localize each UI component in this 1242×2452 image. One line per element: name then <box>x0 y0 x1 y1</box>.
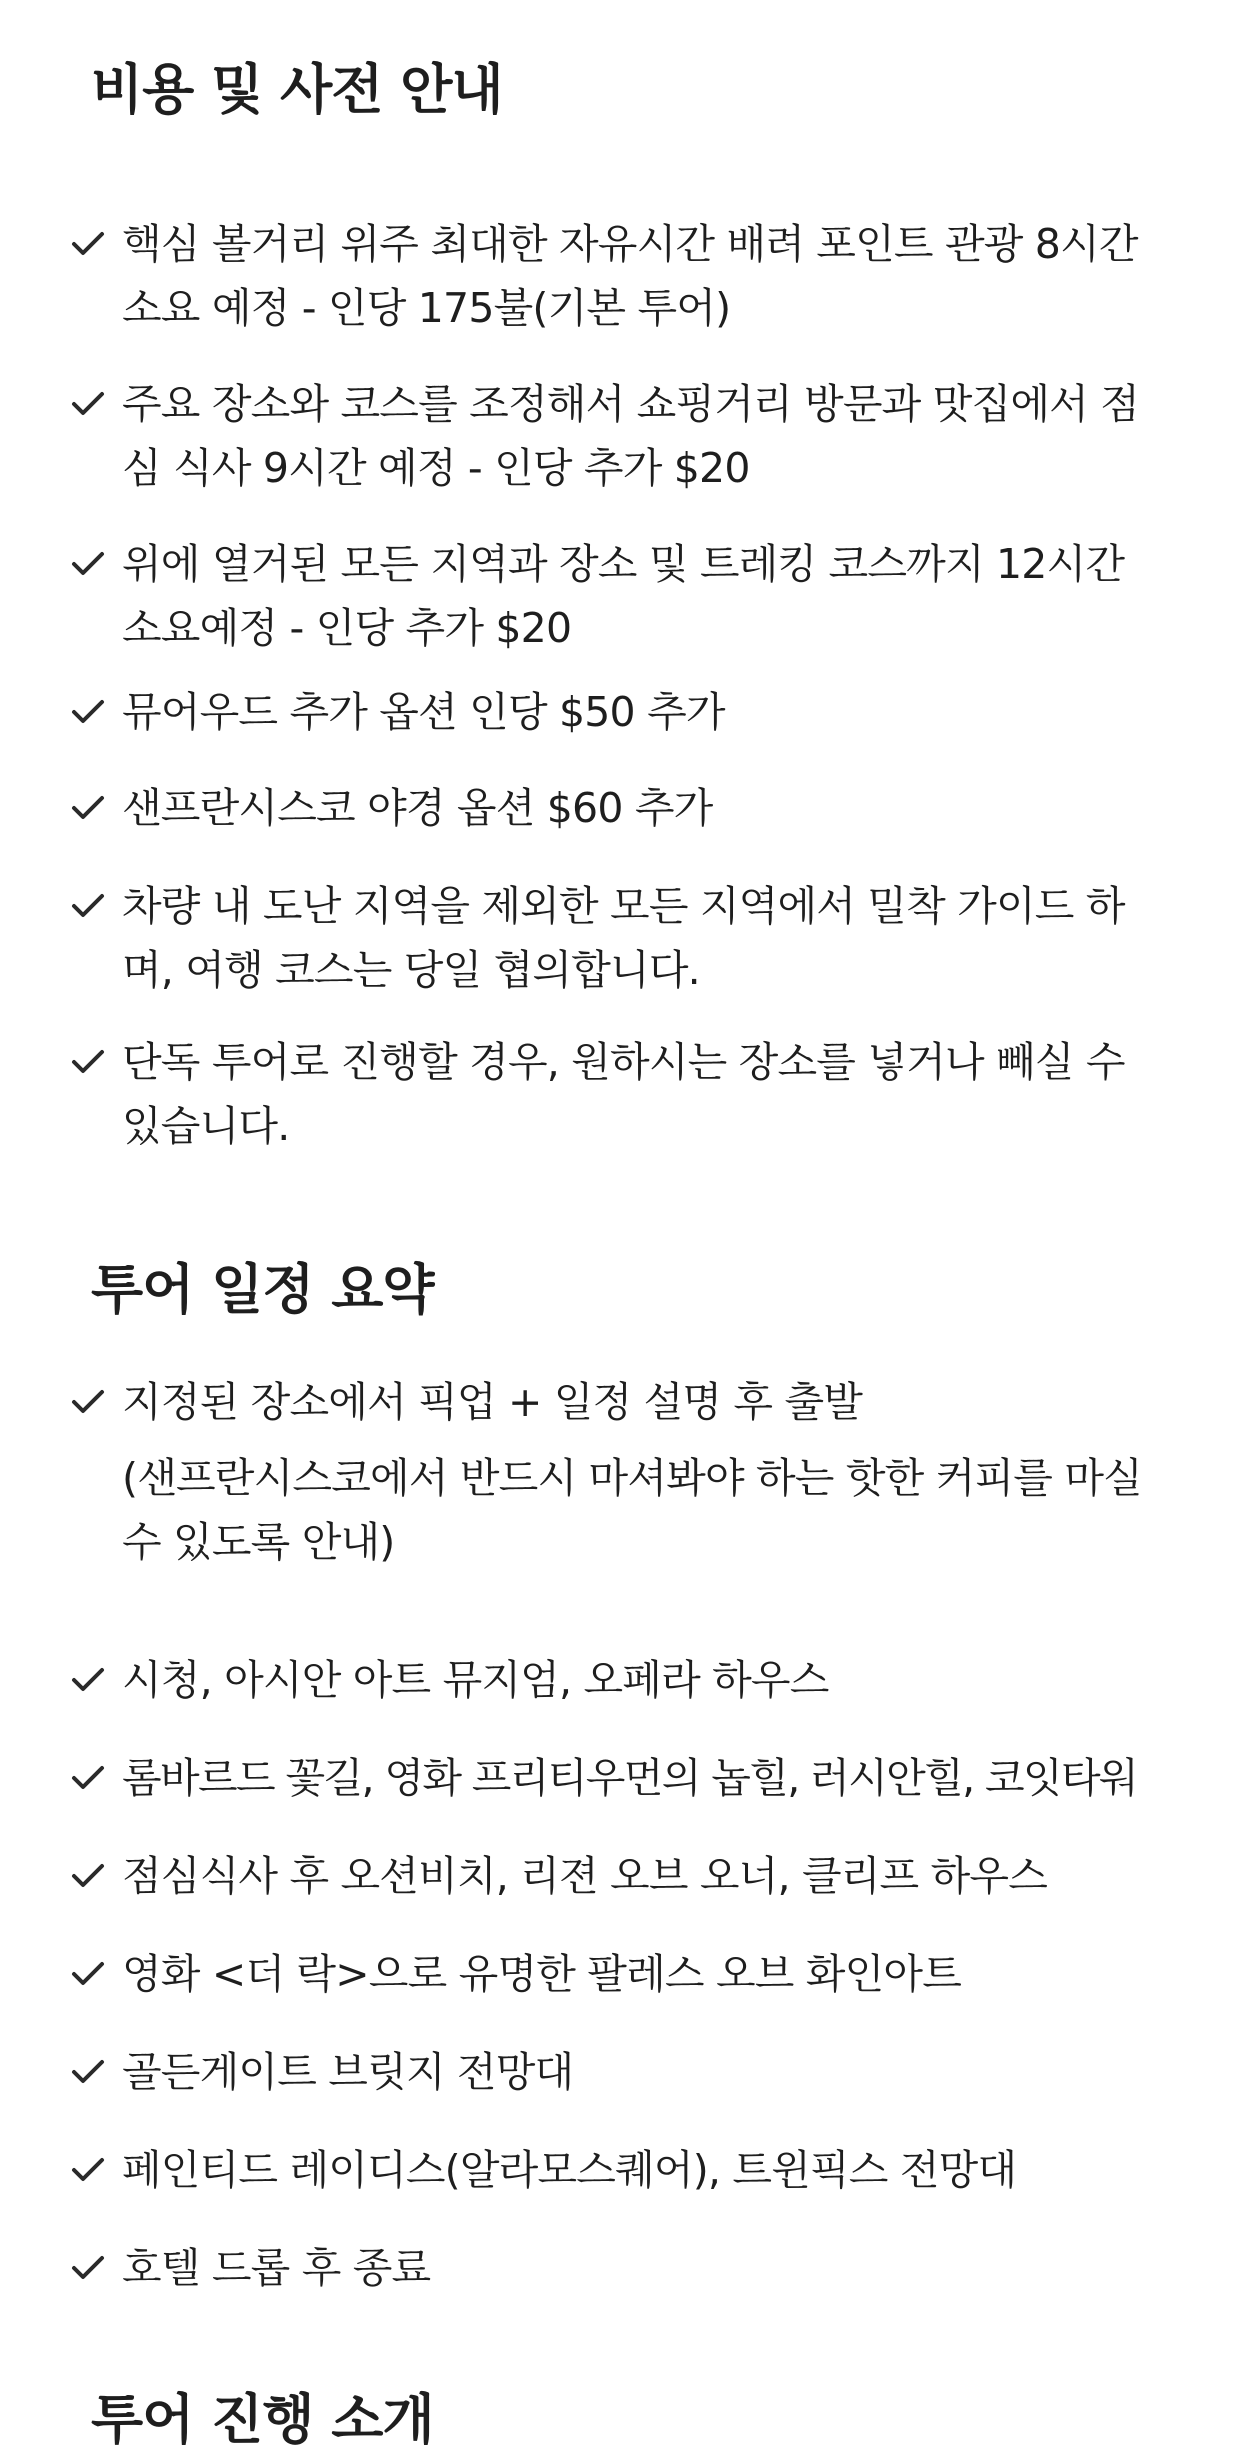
cost-item-line: 위에 열거된 모든 지역과 장소 및 트레킹 코스까지 12시간 <box>122 540 1125 588</box>
cost-item-text <box>122 776 1142 840</box>
cost-item-text <box>122 372 1142 500</box>
check-icon <box>70 1665 106 1695</box>
summary-item-line: 호텔 드롭 후 종료 <box>122 2244 431 2292</box>
cost-item-line: 며, 여행 코스는 당일 협의합니다. <box>122 946 700 994</box>
summary-item-line: 영화 <더 락>으로 유명한 팔레스 오브 화인아트 <box>122 1950 962 1998</box>
cost-section-title: 비용 및 사전 안내 <box>91 58 503 121</box>
check-icon <box>70 2253 106 2283</box>
summary-item-text <box>122 1746 1142 1810</box>
cost-item-line: 소요예정 - 인당 추가 $20 <box>122 604 572 652</box>
summary-note-line: (샌프란시스코에서 반드시 마셔봐야 하는 핫한 커피를 마실 <box>122 1454 1142 1502</box>
check-icon <box>70 1959 106 1989</box>
check-icon <box>70 793 106 823</box>
cost-item-line: 핵심 볼거리 위주 최대한 자유시간 배려 포인트 관광 8시간 <box>122 220 1138 268</box>
summary-item-note <box>122 1446 1142 1574</box>
check-icon <box>70 2155 106 2185</box>
cost-item-line: 단독 투어로 진행할 경우, 원하시는 장소를 넣거나 빼실 수 <box>122 1038 1125 1086</box>
summary-item-text <box>122 1370 1142 1434</box>
summary-item-text <box>122 2138 1142 2202</box>
cost-item-line: 샌프란시스코 야경 옵션 $60 추가 <box>122 784 713 832</box>
check-icon <box>70 229 106 259</box>
check-icon <box>70 697 106 727</box>
cost-item-line: 차량 내 도난 지역을 제외한 모든 지역에서 밀착 가이드 하 <box>122 882 1125 930</box>
next-section-title: 투어 진행 소개 <box>91 2388 434 2451</box>
check-icon <box>70 389 106 419</box>
cost-item-line: 뮤어우드 추가 옵션 인당 $50 추가 <box>122 688 725 736</box>
summary-item-text <box>122 1942 1142 2006</box>
summary-section-title: 투어 일정 요약 <box>91 1258 434 1321</box>
summary-item-line: 골든게이트 브릿지 전망대 <box>122 2048 574 2096</box>
cost-item-text <box>122 532 1142 660</box>
cost-item-text <box>122 212 1142 340</box>
check-icon <box>70 891 106 921</box>
cost-item-text <box>122 874 1142 1002</box>
check-icon <box>70 1763 106 1793</box>
check-icon <box>70 1047 106 1077</box>
cost-item-line: 소요 예정 - 인당 175불(기본 투어) <box>122 284 731 332</box>
summary-item-line: 페인티드 레이디스(알라모스퀘어), 트윈픽스 전망대 <box>122 2146 1017 2194</box>
check-icon <box>70 2057 106 2087</box>
summary-item-line: 롬바르드 꽃길, 영화 프리티우먼의 놉힐, 러시안힐, 코잇타워 <box>122 1754 1138 1802</box>
cost-item-line: 주요 장소와 코스를 조정해서 쇼핑거리 방문과 맛집에서 점 <box>122 380 1139 428</box>
summary-item-line: 점심식사 후 오션비치, 리젼 오브 오너, 클리프 하우스 <box>122 1852 1048 1900</box>
summary-item-line: 지정된 장소에서 픽업 + 일정 설명 후 출발 <box>122 1378 863 1426</box>
summary-item-line: 시청, 아시안 아트 뮤지엄, 오페라 하우스 <box>122 1656 829 1704</box>
cost-item-text <box>122 680 1142 744</box>
summary-item-text <box>122 1844 1142 1908</box>
summary-item-text <box>122 1648 1142 1712</box>
cost-item-text <box>122 1030 1142 1158</box>
check-icon <box>70 1387 106 1417</box>
summary-item-text <box>122 2236 1142 2300</box>
cost-item-line: 있습니다. <box>122 1102 290 1150</box>
check-icon <box>70 549 106 579</box>
check-icon <box>70 1861 106 1891</box>
summary-note-line: 수 있도록 안내) <box>122 1518 395 1566</box>
summary-item-text <box>122 2040 1142 2104</box>
cost-item-line: 심 식사 9시간 예정 - 인당 추가 $20 <box>122 444 750 492</box>
